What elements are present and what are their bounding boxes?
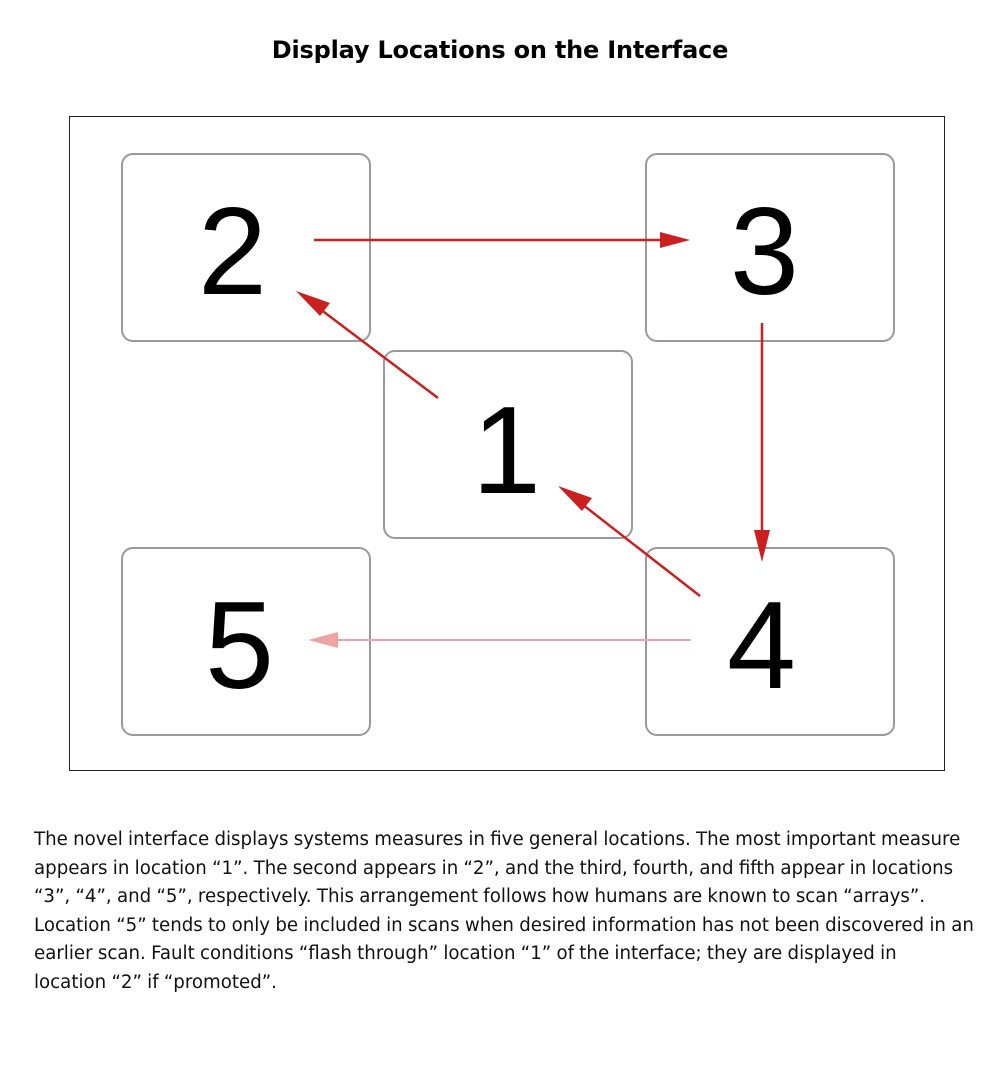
location-label-4: 4	[727, 577, 796, 715]
page-title: Display Locations on the Interface	[271, 36, 729, 64]
location-box-5	[121, 547, 371, 736]
caption-paragraph: The novel interface displays systems measures in five general locations. The most important measure appears in location “1”. The second appears in “2”, and the third, fourth, and fifth appear in locations “3”, “4”, and “5”, respectively. This arrangement follows how humans are known to scan “arrays”. Location “5” tends to only be included in scans when desired information has not been discovered in an earlier scan. Fault conditions “flash through” location “1” of the interface; they are displayed in location “2” if “promoted”.	[34, 829, 974, 993]
location-label-1: 1	[472, 382, 541, 520]
location-label-5: 5	[205, 577, 274, 715]
location-label-2: 2	[198, 183, 267, 321]
location-box-3	[645, 153, 895, 342]
location-box-2	[121, 153, 371, 342]
location-label-3: 3	[730, 183, 799, 321]
location-box-1	[383, 350, 633, 539]
location-box-4	[645, 547, 895, 736]
